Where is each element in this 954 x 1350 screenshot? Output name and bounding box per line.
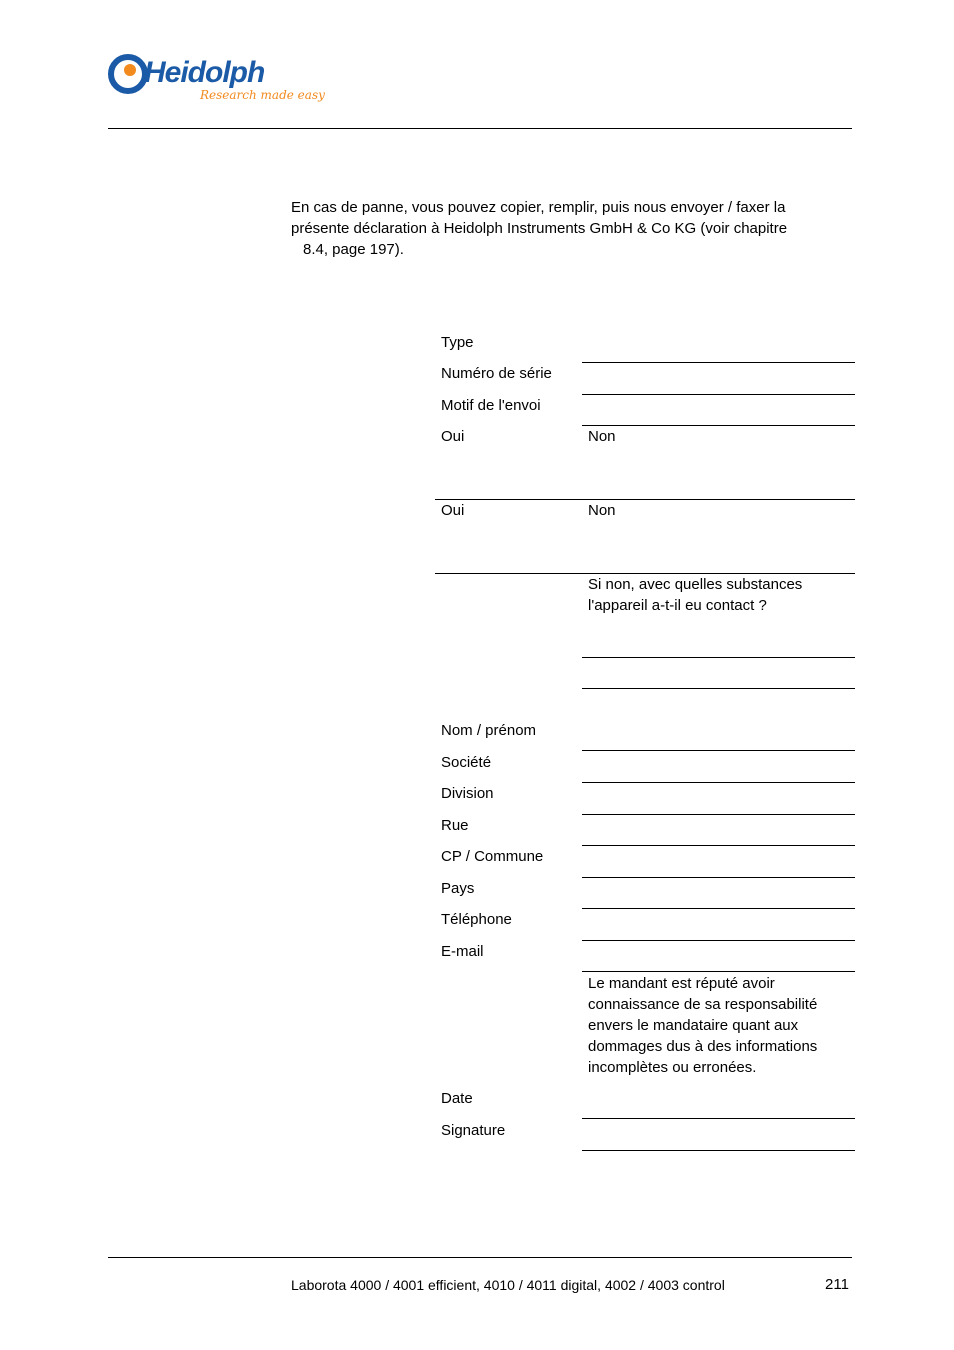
- disclaimer-line-3: envers le mandataire quant aux: [588, 1017, 799, 1034]
- disclaimer-line-2: connaissance de sa responsabilité: [588, 996, 818, 1013]
- street-label: Rue: [441, 817, 469, 834]
- phone-field-line[interactable]: [582, 940, 855, 941]
- disclaimer-line-4: dommages dus à des informations: [588, 1038, 818, 1055]
- date-field-line[interactable]: [582, 1118, 855, 1119]
- city-field-line[interactable]: [582, 877, 855, 878]
- q2-yes-option[interactable]: Oui: [441, 502, 465, 519]
- division-field-line[interactable]: [582, 814, 855, 815]
- footer-model-text: Laborota 4000 / 4001 efficient, 4010 / 4011 digital, 4002 / 4003 control: [291, 1277, 725, 1293]
- type-field-line[interactable]: [582, 362, 855, 363]
- intro-line-3: 8.4, page 197).: [303, 241, 404, 258]
- phone-label: Téléphone: [441, 911, 512, 928]
- name-field-line[interactable]: [582, 750, 855, 751]
- page-number: 211: [825, 1276, 849, 1293]
- country-label: Pays: [441, 880, 475, 897]
- intro-line-2: présente déclaration à Heidolph Instruments GmbH & Co KG (voir chapitre: [291, 220, 788, 237]
- street-field-line[interactable]: [582, 845, 855, 846]
- company-label: Société: [441, 754, 492, 771]
- signature-field-line[interactable]: [582, 1150, 855, 1151]
- city-label: CP / Commune: [441, 848, 544, 865]
- substances-question-line-2: l'appareil a-t-il eu contact ?: [588, 597, 767, 614]
- reason-field-line[interactable]: [582, 425, 855, 426]
- logo-text: Heidolph: [144, 56, 265, 89]
- q1-yes-option[interactable]: Oui: [441, 428, 465, 445]
- country-field-line[interactable]: [582, 908, 855, 909]
- serial-field-line[interactable]: [582, 394, 855, 395]
- signature-label: Signature: [441, 1122, 506, 1139]
- division-label: Division: [441, 785, 494, 802]
- logo-tagline: Research made easy: [200, 88, 325, 102]
- name-label: Nom / prénom: [441, 722, 537, 739]
- footer-divider: [108, 1257, 852, 1258]
- email-field-line[interactable]: [582, 971, 855, 972]
- heidolph-logo: [108, 50, 328, 114]
- serial-label: Numéro de série: [441, 365, 552, 382]
- section-divider-1: [435, 499, 855, 500]
- disclaimer-line-1: Le mandant est réputé avoir: [588, 975, 775, 992]
- disclaimer-line-5: incomplètes ou erronées.: [588, 1059, 757, 1076]
- intro-line-1: En cas de panne, vous pouvez copier, remplir, puis nous envoyer / faxer la: [291, 199, 786, 216]
- logo-mark-icon: [108, 52, 148, 96]
- company-field-line[interactable]: [582, 782, 855, 783]
- q2-no-option[interactable]: Non: [588, 502, 616, 519]
- email-label: E-mail: [441, 943, 484, 960]
- q1-no-option[interactable]: Non: [588, 428, 616, 445]
- substances-field-line-1[interactable]: [582, 657, 855, 658]
- substances-field-line-2[interactable]: [582, 688, 855, 689]
- substances-question-line-1: Si non, avec quelles substances: [588, 576, 803, 593]
- reason-label: Motif de l'envoi: [441, 397, 541, 414]
- header-divider: [108, 128, 852, 129]
- date-label: Date: [441, 1090, 473, 1107]
- type-label: Type: [441, 334, 474, 351]
